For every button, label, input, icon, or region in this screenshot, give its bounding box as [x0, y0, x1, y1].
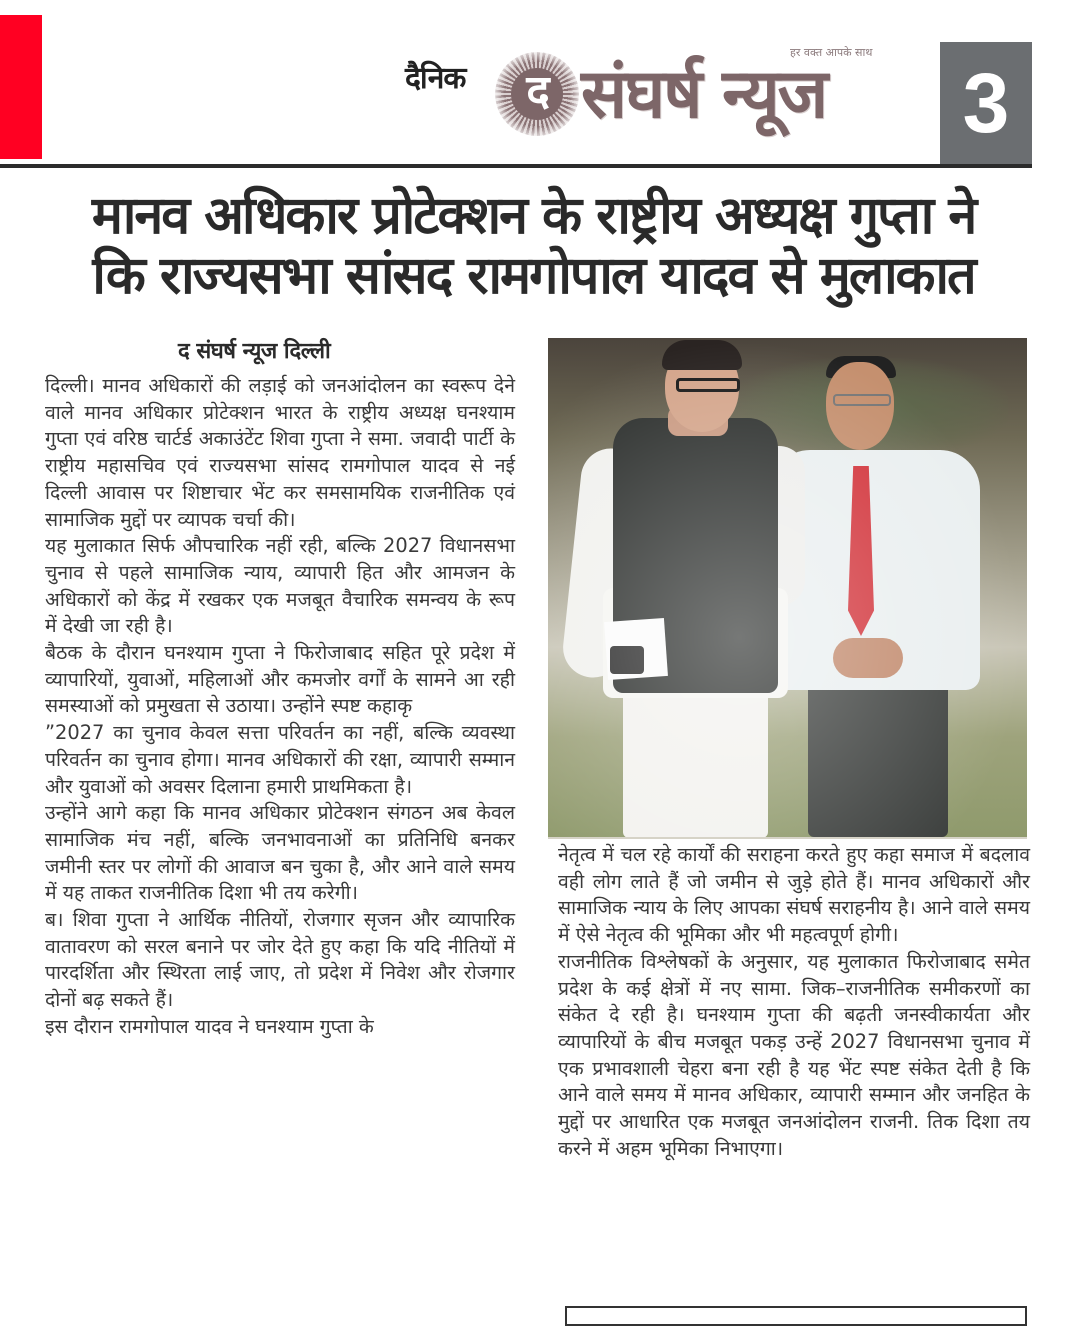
- logo-tagline: हर वक्त आपके साथ: [790, 46, 873, 59]
- paragraph: यह मुलाकात सिर्फ औपचारिक नहीं रही, बल्कि 2027 विधानसभा चुनाव से पहले सामाजिक न्याय, व्यापारी हित और आमजन के अधिकारों को केंद्र में रखकर एक मजबूत वैचारिक समन्वय के रूप में देखी जा रही है।: [45, 534, 515, 638]
- paragraph: ब। शिवा गुप्ता ने आर्थिक नीतियों, रोजगार सृजन और व्यापारिक वातावरण को सरल बनाने पर जोर देते हुए कहा कि यदि नीतियों में पारदर्शिता और स्थिरता लाई जाए, तो प्रदेश में निवेश और रोजगार दोनों बढ़ सकते हैं।: [45, 908, 515, 1012]
- paragraph: उन्होंने आगे कहा कि मानव अधिकार प्रोटेक्शन संगठन अब केवल सामाजिक मंच नहीं, बल्कि जनभावनाओं का प्रतिनिधि बनकर जमीनी स्तर पर लोगों की आवाज बन चुका है, और आने वाले समय में यह ताकत राजनीतिक दिशा भी तय करेगी।: [45, 801, 515, 905]
- article-photo: [548, 338, 1027, 837]
- article-column-left: [45, 373, 515, 1041]
- page-number-badge: 3: [940, 42, 1032, 164]
- article-headline: [30, 186, 1037, 306]
- article-byline: द संघर्ष न्यूज दिल्ली: [178, 339, 331, 364]
- masthead-divider: [0, 164, 1032, 168]
- article-column-right: [558, 842, 1030, 1162]
- logo-initial: द: [526, 66, 550, 117]
- paragraph: बैठक के दौरान घनश्याम गुप्ता ने फिरोजाबाद सहित पूरे प्रदेश में व्यापारियों, युवाओं, महिलाओं और कमजोर वर्गों के सामने आ रही समस्याओं को प्रमुखता से उठाया। उन्होंने स्पष्ट कहाकृ: [45, 641, 515, 718]
- photo-haze-overlay: [548, 338, 1027, 837]
- paragraph: नेतृत्व में चल रहे कार्यों की सराहना करते हुए कहा समाज में बदलाव वही लोग लाते हैं जो जमीन से जुड़े होते हैं। मानव अधिकारों और सामाजिक न्याय के लिए आपका संघर्ष सराहनीय है। आने वाले समय में ऐसे नेतृत्व की भूमिका और भी महत्वपूर्ण होगी।: [558, 843, 1030, 947]
- headline-line-2: कि राज्यसभा सांसद रामगोपाल यादव से मुलाकात: [92, 246, 975, 306]
- paragraph: दिल्ली। मानव अधिकारों की लड़ाई को जनआंदोलन का स्वरूप देने वाले मानव अधिकार प्रोटेक्शन भारत के राष्ट्रीय अध्यक्ष घनश्याम गुप्ता एवं वरिष्ठ चार्टर्ड अकाउंटेंट शिवा गुप्ता ने समा. जवादी पार्टी के राष्ट्रीय महासचिव एवं राज्यसभा सांसद रामगोपाल यादव से नई दिल्ली आवास पर शिष्टाचार भेंट कर समसामयिक राजनीतिक एवं सामाजिक मुद्दों पर व्यापक चर्चा की।: [45, 374, 515, 531]
- red-accent-bar: [0, 15, 42, 159]
- paragraph: ”2027 का चुनाव केवल सत्ता परिवर्तन का नहीं, बल्कि व्यवस्था परिवर्तन का चुनाव होगा। मानव अधिकारों की रक्षा, व्यापारी सम्मान और युवाओं को अवसर दिलाना हमारी प्राथमिकता है।: [45, 721, 515, 798]
- newspaper-logo: [495, 38, 925, 148]
- masthead-prefix: दैनिक: [405, 61, 466, 96]
- headline-line-1: मानव अधिकार प्रोटेक्शन के राष्ट्रीय अध्यक्ष गुप्ता ने: [91, 186, 976, 246]
- paragraph: राजनीतिक विश्लेषकों के अनुसार, यह मुलाकात फिरोजाबाद समेत प्रदेश के कई क्षेत्रों में नए सामा. जिक–राजनीतिक समीकरणों का संकेत दे रही है। घनश्याम गुप्ता की बढ़ती जनस्वीकार्यता और व्यापारियों के बीच मजबूत पकड़ उन्हें 2027 विधानसभा चुनाव में एक प्रभावशाली चेहरा बना रही है यह भेंट स्पष्ट संकेत देती है कि आने वाले समय में मानव अधिकार, व्यापारी सम्मान और जनहित के मुद्दों पर आधारित एक मजबूत जनआंदोलन राजनी. तिक दिशा तय करने में अहम भूमिका निभाएगा।: [558, 949, 1030, 1160]
- paragraph: इस दौरान रामगोपाल यादव ने घनश्याम गुप्ता के: [45, 1014, 374, 1038]
- photo-bottom-edge: [548, 837, 1027, 839]
- logo-name: संघर्ष न्यूज: [581, 55, 827, 134]
- next-article-box-border: [565, 1306, 1027, 1326]
